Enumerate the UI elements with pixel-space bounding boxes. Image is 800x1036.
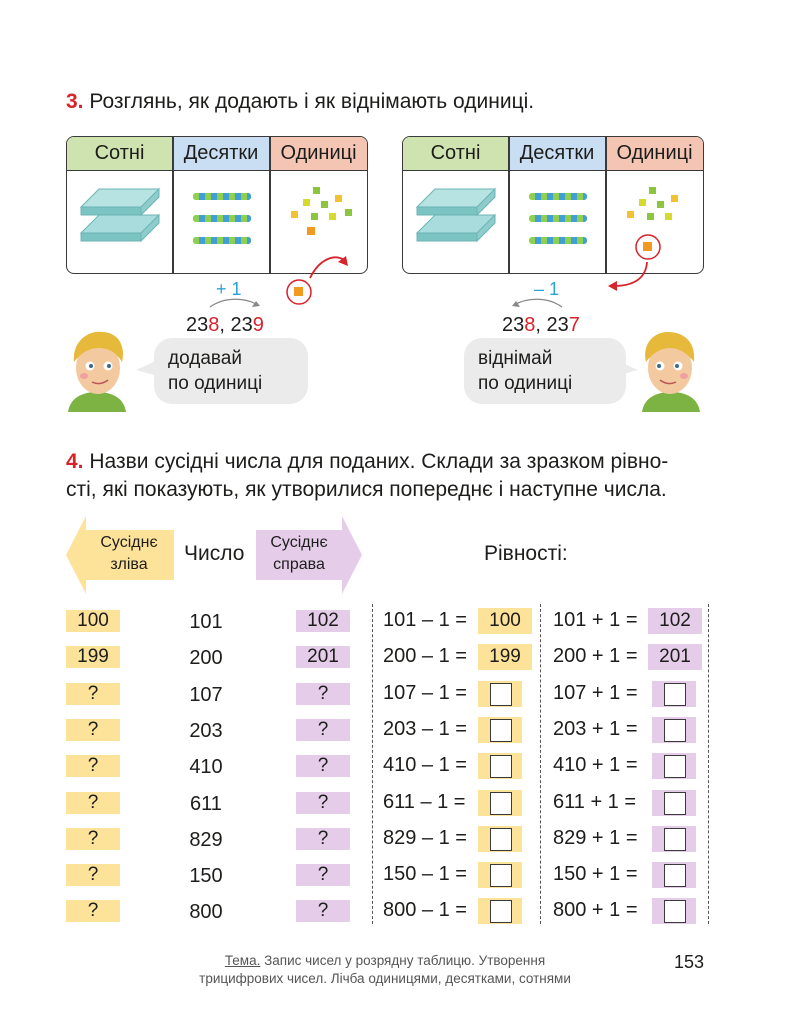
task-3-title	[66, 88, 534, 116]
left-neighbour-cell: ?	[66, 900, 120, 922]
plus-answer-box[interactable]	[652, 790, 696, 816]
footer-topic: Тема. Запис чисел у розрядну таблицю. Утворення трицифрових чисел. Лічба одиницями, десятками, сотнями	[199, 953, 571, 986]
number-cell: 800	[189, 901, 223, 923]
minus-one-arrow	[506, 295, 566, 311]
plus-answer-box[interactable]	[652, 826, 696, 852]
minus-equation: 101 – 1 =	[383, 609, 467, 631]
left-neighbour-cell: ?	[66, 755, 120, 777]
header-hundreds: Сотні	[403, 137, 508, 171]
right-neighbour-cell: ?	[296, 900, 350, 922]
plus-equation: 829 + 1 =	[553, 827, 638, 849]
right-neighbour-cell: ?	[296, 828, 350, 850]
hundreds-blocks-icon	[81, 189, 159, 241]
minus-equation: 107 – 1 =	[383, 682, 467, 704]
page-number: 153	[674, 952, 705, 972]
left-neighbour-cell: ?	[66, 719, 120, 741]
tens-rods-icon	[193, 193, 251, 244]
plus-equation: 107 + 1 =	[553, 682, 638, 704]
minus-answer-box[interactable]	[478, 717, 522, 743]
plus-equation: 150 + 1 =	[553, 863, 638, 885]
number-header: Число	[184, 542, 245, 565]
minus-answer-box[interactable]	[478, 753, 522, 779]
left-neighbour-cell: ?	[66, 828, 120, 850]
left-neighbour-cell: ?	[66, 792, 120, 814]
minus-equation: 200 – 1 =	[383, 645, 467, 667]
sequence-subtract: 238, 237	[502, 314, 580, 336]
bubble-tail-left	[136, 358, 158, 378]
plus-answer: 201	[648, 644, 702, 670]
column-separator	[708, 604, 709, 924]
sequence-add: 238, 239	[186, 314, 264, 336]
left-neighbour-cell: 199	[66, 646, 120, 668]
plus-equation: 203 + 1 =	[553, 718, 638, 740]
number-cell: 101	[189, 611, 223, 633]
minus-answer: 199	[478, 644, 532, 670]
boy-right-icon	[636, 326, 706, 412]
header-ones: Одиниці	[270, 137, 367, 171]
left-neighbour-cell: ?	[66, 864, 120, 886]
speech-bubble-add: додавай по одиниці	[154, 338, 308, 404]
remove-unit-arrow	[600, 258, 660, 298]
task-4-number: 4.	[66, 450, 84, 473]
plus-answer: 102	[648, 608, 702, 634]
column-separator	[372, 604, 373, 924]
number-cell: 410	[189, 756, 223, 778]
left-neighbour-cell: 100	[66, 610, 120, 632]
boy-left-icon	[62, 326, 132, 412]
bubble-tail-right	[616, 358, 638, 378]
number-cell: 203	[189, 720, 223, 742]
tens-rods-icon	[529, 193, 587, 244]
minus-equation: 829 – 1 =	[383, 827, 467, 849]
number-cell: 107	[189, 684, 223, 706]
header-hundreds: Сотні	[67, 137, 172, 171]
minus-equation: 203 – 1 =	[383, 718, 467, 740]
task-3-number: 3.	[66, 90, 84, 113]
place-value-table-right	[402, 136, 704, 274]
minus-equation: 150 – 1 =	[383, 863, 467, 885]
task-3-text: Розглянь, як додають і як віднімають одиниці.	[89, 90, 535, 113]
header-tens: Десятки	[509, 137, 605, 171]
ones-cubes-icon	[291, 187, 352, 235]
number-cell: 200	[189, 647, 223, 669]
right-neighbour-header: Сусіднє справа	[270, 534, 328, 573]
minus-answer-box[interactable]	[478, 862, 522, 888]
minus-equation: 800 – 1 =	[383, 899, 467, 921]
header-tens: Десятки	[173, 137, 269, 171]
plus-answer-box[interactable]	[652, 753, 696, 779]
plus-one-label: + 1	[216, 279, 242, 299]
plus-equation: 800 + 1 =	[553, 899, 638, 921]
plus-answer-box[interactable]	[652, 898, 696, 924]
plus-answer-box[interactable]	[652, 681, 696, 707]
plus-equation: 410 + 1 =	[553, 754, 638, 776]
plus-answer-box[interactable]	[652, 717, 696, 743]
minus-one-label: – 1	[534, 279, 560, 299]
plus-equation: 200 + 1 =	[553, 645, 638, 667]
right-neighbour-cell: ?	[296, 683, 350, 705]
ones-cubes-icon	[627, 187, 678, 259]
header-ones: Одиниці	[606, 137, 703, 171]
right-neighbour-cell: 201	[296, 646, 350, 668]
number-cell: 829	[189, 829, 223, 851]
number-cell: 150	[189, 865, 223, 887]
column-separator	[540, 604, 541, 924]
plus-answer-box[interactable]	[652, 862, 696, 888]
add-unit-arrow	[280, 248, 370, 308]
right-neighbour-cell: ?	[296, 864, 350, 886]
number-cell: 611	[190, 793, 222, 815]
task-4-title: 4. Назви сусідні числа для поданих. Склади за зразком рівно- сті, які показують, як утворилися попереднє і наступне числа.	[66, 450, 669, 501]
left-neighbour-header: Сусіднє зліва	[100, 534, 158, 573]
right-neighbour-cell: ?	[296, 719, 350, 741]
minus-answer-box[interactable]	[478, 790, 522, 816]
left-neighbour-cell: ?	[66, 683, 120, 705]
right-neighbour-cell: 102	[296, 610, 350, 632]
minus-equation: 611 – 1 =	[383, 791, 466, 813]
minus-answer-box[interactable]	[478, 826, 522, 852]
minus-answer-box[interactable]	[478, 898, 522, 924]
plus-equation: 101 + 1 =	[553, 609, 638, 631]
plus-equation: 611 + 1 =	[553, 791, 637, 813]
minus-answer-box[interactable]	[478, 681, 522, 707]
speech-bubble-subtract: віднімай по одиниці	[464, 338, 626, 404]
minus-answer: 100	[478, 608, 532, 634]
plus-one-arrow	[206, 295, 266, 311]
equalities-header: Рівності:	[484, 542, 568, 565]
right-neighbour-cell: ?	[296, 755, 350, 777]
hundreds-blocks-icon	[417, 189, 495, 241]
right-neighbour-cell: ?	[296, 792, 350, 814]
minus-equation: 410 – 1 =	[383, 754, 467, 776]
